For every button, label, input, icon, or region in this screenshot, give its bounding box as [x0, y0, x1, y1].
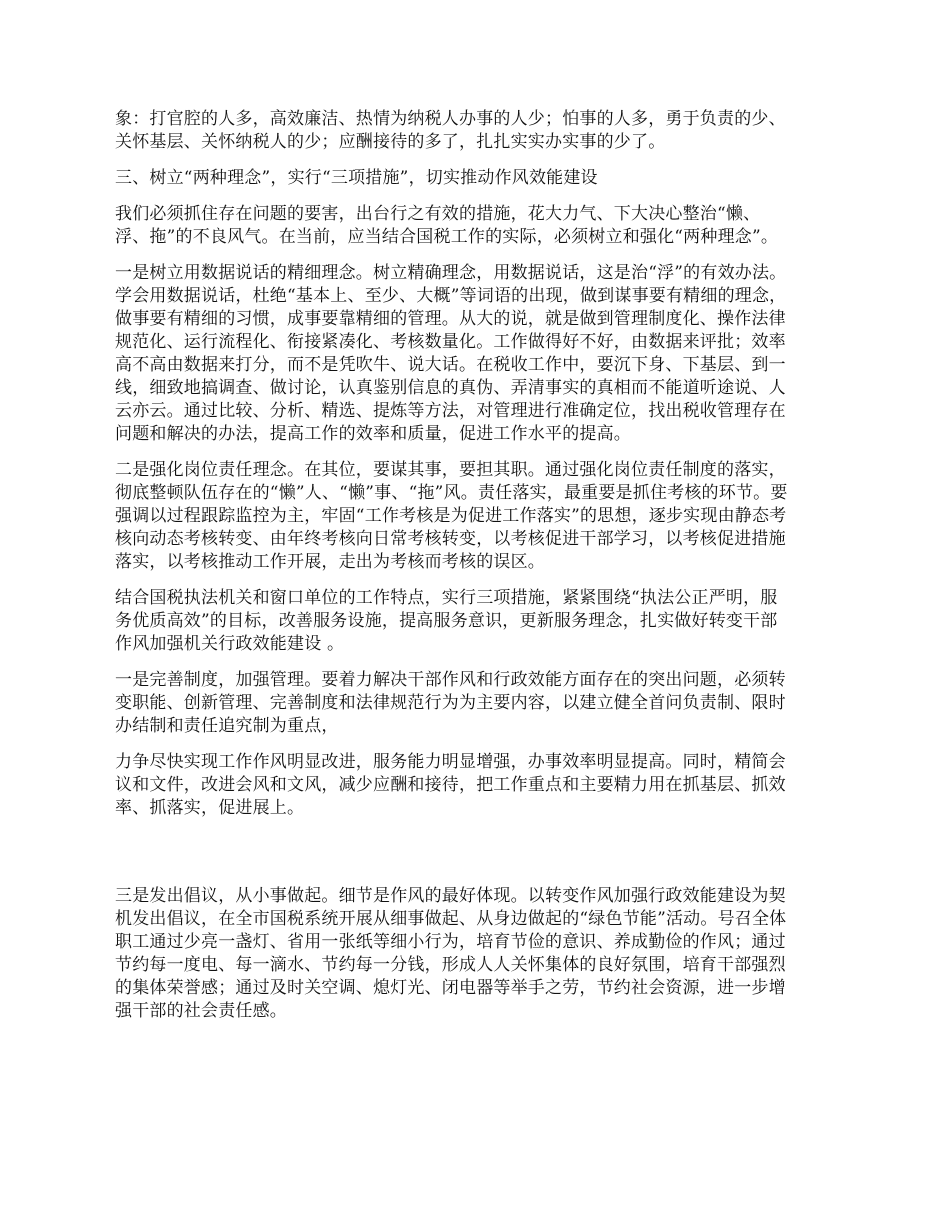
blank-gap — [115, 833, 840, 885]
section-heading: 三、树立“两种理念”，实行“三项措施”，切实推动作风效能建设 — [115, 168, 598, 188]
paragraph-three-measures: 结合国税执法机关和窗口单位的工作特点，实行三项措施，紧紧围绕“执法公正严明，服 务优质高效”的目标，改善服务设施，提高服务意识，更新服务理念，扎实做好转变干部 作风加强机关行政效能建设 。 — [115, 588, 778, 654]
paragraph-measure-three: 三是发出倡议，从小事做起。细节是作风的最好体现。以转变作风加强行政效能建设为契 机发出倡议，在全市国税系统开展从细事做起、从身边做起的“绿色节能”活动。号召全体 职工通过少亮一盏灯、省用一张纸等细小行为，培育节俭的意识、养成勤俭的作风；通过 节约每一度电、每一滴水、节约每一分钱，形成人人关怀集体的良好氛围，培育干部强烈 的集体荣誉感；通过及时关空调、熄灯光、闭电器等举手之劳，节约社会资源，进一步增 强干部的社会责任感。 — [115, 886, 787, 1021]
paragraph-continuation: 象：打官腔的人多，高效廉洁、热情为纳税人办事的人少；怕事的人多，勇于负责的少、 关怀基层、关怀纳税人的少；应酬接待的多了，扎扎实实办实事的少了。 — [115, 109, 786, 152]
paragraph-intro: 我们必须抓住存在问题的要害，出台行之有效的措施，花大力气、下大决心整治“懒、 浮、拖”的不良风气。在当前，应当结合国税工作的实际，必须树立和强化“两种理念”。 — [115, 204, 779, 247]
paragraph-measure-one: 一是完善制度，加强管理。要着力解决干部作风和行政效能方面存在的突出问题，必须转 变职能、创新管理、完善制度和法律规范行为为主要内容，以建立健全首问负责制、限时 办结制和责任追究制为重点， — [115, 670, 786, 736]
document-body — [115, 108, 840, 1036]
paragraph-measure-one-continued: 力争尽快实现工作作风明显改进，服务能力明显增强，办事效率明显提高。同时，精简会 议和文件，改进会风和文风，减少应酬和接待，把工作重点和主要精力用在抓基层、抓效 率、抓落实，促进展上。 — [115, 752, 786, 818]
paragraph-responsibility-concept: 二是强化岗位责任理念。在其位，要谋其事，要担其职。通过强化岗位责任制度的落实， 彻底整顿队伍存在的“懒”人、“懒”事、“拖”风。责任落实，最重要是抓住考核的环节。要 强调以过程跟踪监控为主，牢固“工作考核是为促进工作落实”的思想，逐步实现由静态考 核向动态考核转变、由年终考核向日常考核转变，以考核促进干部学习，以考核促进措施 落实，以考核推动工作开展，走出为考核而考核的误区。 — [115, 460, 788, 572]
paragraph-data-concept: 一是树立用数据说话的精细理念。树立精确理念，用数据说话，这是治“浮”的有效办法。 学会用数据说话，杜绝“基本上、至少、大概”等词语的出现，做到谋事要有精细的理念， 做事要有精细的习惯，成事要靠精细的管理。从大的说，就是做到管理制度化、操作法律 规范化、运行流程化、衔接紧凑化、考核数量化。工作做得好不好，由数据来评批；效率 高不高由数据来打分，而不是凭吹牛、说大话。在税收工作中，要沉下身、下基层、到一 线，细致地搞调查、做讨论，认真鉴别信息的真伪、弄清事实的真相而不能道听途说、人 云亦云。通过比较、分析、精选、提炼等方法，对管理进行准确定位，找出税收管理存在 问题和解决的办法，提高工作的效率和质量，促进工作水平的提高。 — [115, 263, 787, 444]
